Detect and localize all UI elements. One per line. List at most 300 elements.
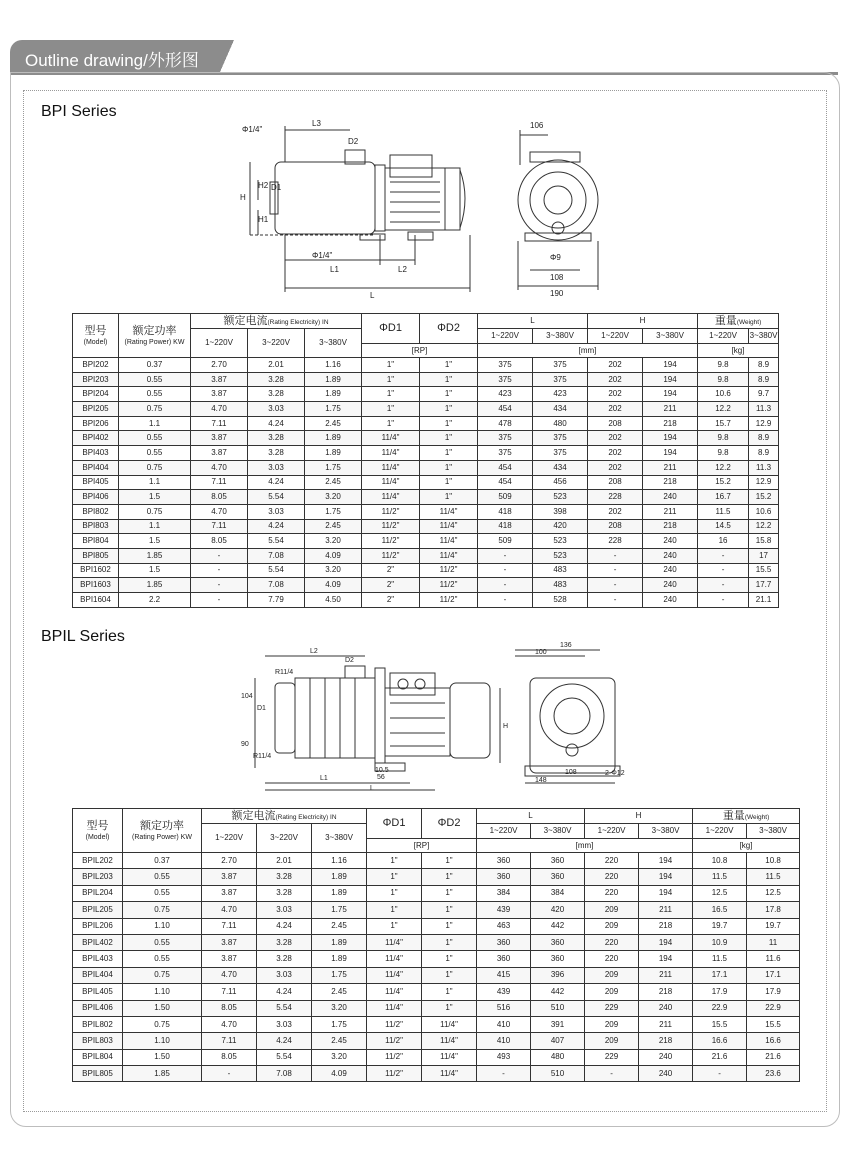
bpil-cell-w-1-220: - bbox=[693, 1066, 747, 1082]
bpil-header-l: L bbox=[477, 809, 585, 824]
bpi-header-d1: ΦD1 bbox=[362, 314, 420, 344]
bpil-cell-d2: 11/4" bbox=[422, 1033, 477, 1049]
bpil-cell-cur-1-220: 3.87 bbox=[202, 951, 257, 967]
bpi-cell-h-3-380: 240 bbox=[643, 563, 698, 578]
bpi-cell-cur-3-220: 4.24 bbox=[248, 475, 305, 490]
bpil-label-r114b: R11/4 bbox=[253, 753, 272, 760]
bpil-header-weight: 重量(Weight) bbox=[693, 809, 800, 824]
bpi-table-row bbox=[73, 578, 779, 593]
bpi-cell-cur-3-380: 1.89 bbox=[305, 387, 362, 402]
bpi-cell-w-1-220: 15.2 bbox=[698, 475, 749, 490]
bpil-cell-l-3-380: 420 bbox=[531, 902, 585, 918]
bpil-label-phi12: 2-Φ12 bbox=[605, 770, 625, 777]
bpi-cell-cur-1-220: 8.05 bbox=[191, 490, 248, 505]
bpil-cell-d1: 1" bbox=[367, 902, 422, 918]
bpi-cell-h-3-380: 218 bbox=[643, 416, 698, 431]
bpil-cell-cur-3-220: 5.54 bbox=[257, 1000, 312, 1016]
bpi-cell-cur-3-220: 5.54 bbox=[248, 534, 305, 549]
bpil-header-model: 型号 (Model) bbox=[73, 809, 123, 853]
bpil-cell-l-3-380: 391 bbox=[531, 1016, 585, 1032]
bpi-cell-h-1-220: 202 bbox=[588, 372, 643, 387]
bpi-cell-d2: 1" bbox=[420, 402, 478, 417]
bpil-cell-h-3-380: 194 bbox=[639, 934, 693, 950]
bpi-table-row bbox=[73, 563, 779, 578]
bpil-cell-w-3-380: 17.1 bbox=[747, 967, 800, 983]
bpi-cell-cur-1-220: 7.11 bbox=[191, 519, 248, 534]
bpil-cell-power: 0.55 bbox=[123, 934, 202, 950]
bpi-cell-w-3-380: 9.7 bbox=[749, 387, 779, 402]
bpi-cell-cur-1-220: 4.70 bbox=[191, 460, 248, 475]
bpil-header-d1: ΦD1 bbox=[367, 809, 422, 839]
bpil-cell-h-3-380: 240 bbox=[639, 1049, 693, 1065]
bpi-cell-h-3-380: 194 bbox=[643, 431, 698, 446]
bpi-motor-end bbox=[445, 168, 460, 230]
bpi-cell-power: 0.75 bbox=[119, 504, 191, 519]
bpil-label-148: 148 bbox=[535, 777, 547, 784]
bpi-pump-body bbox=[275, 162, 375, 234]
bpil-header-v1: 1~220V bbox=[202, 824, 257, 853]
bpi-cell-power: 0.55 bbox=[119, 372, 191, 387]
bpi-cell-w-1-220: 9.8 bbox=[698, 372, 749, 387]
bpil-table-row bbox=[73, 918, 800, 934]
bpi-cell-w-3-380: 15.5 bbox=[749, 563, 779, 578]
bpil-cell-d2: 1" bbox=[422, 853, 477, 869]
bpil-cell-l-1-220: 360 bbox=[477, 853, 531, 869]
bpil-table-row bbox=[73, 951, 800, 967]
bpil-cell-power: 0.75 bbox=[123, 902, 202, 918]
bpil-header-rp: [RP] bbox=[367, 839, 477, 853]
bpi-cell-l-1-220: 418 bbox=[478, 504, 533, 519]
bpi-cell-l-3-380: 523 bbox=[533, 534, 588, 549]
bpil-terminal-box bbox=[390, 673, 435, 695]
bpil-cell-cur-1-220: 3.87 bbox=[202, 885, 257, 901]
bpi-cell-d2: 1" bbox=[420, 416, 478, 431]
bpil-cell-cur-3-220: 3.28 bbox=[257, 934, 312, 950]
bpil-cell-w-1-220: 11.5 bbox=[693, 869, 747, 885]
bpi-cell-cur-3-380: 1.89 bbox=[305, 372, 362, 387]
bpi-cell-d2: 11/2" bbox=[420, 578, 478, 593]
bpil-cell-power: 1.10 bbox=[123, 984, 202, 1000]
bpil-cell-h-3-380: 194 bbox=[639, 869, 693, 885]
bpi-cell-l-1-220: 478 bbox=[478, 416, 533, 431]
bpi-cell-w-1-220: - bbox=[698, 578, 749, 593]
bpi-cell-w-1-220: - bbox=[698, 593, 749, 608]
bpi-cell-w-3-380: 15.8 bbox=[749, 534, 779, 549]
bpi-cell-cur-3-380: 1.75 bbox=[305, 460, 362, 475]
bpil-inlet-head bbox=[275, 683, 295, 753]
bpi-cell-model: BPI1602 bbox=[73, 563, 119, 578]
bpi-cell-l-1-220: 509 bbox=[478, 534, 533, 549]
bpil-cell-w-3-380: 16.6 bbox=[747, 1033, 800, 1049]
bpil-cell-d1: 11/4" bbox=[367, 934, 422, 950]
bpi-table-row bbox=[73, 490, 779, 505]
bpi-cell-w-1-220: 16 bbox=[698, 534, 749, 549]
bpi-cell-l-3-380: 375 bbox=[533, 431, 588, 446]
bpi-cell-l-1-220: 375 bbox=[478, 372, 533, 387]
bpi-header-w2: 3~380V bbox=[749, 329, 779, 344]
bpi-cell-h-3-380: 218 bbox=[643, 519, 698, 534]
bpil-flange bbox=[375, 668, 385, 763]
bpi-cell-model: BPI804 bbox=[73, 534, 119, 549]
bpil-cell-h-3-380: 194 bbox=[639, 951, 693, 967]
bpi-cell-model: BPI1604 bbox=[73, 593, 119, 608]
bpil-label-104: 104 bbox=[241, 693, 253, 700]
bpi-header-model: 型号 (Model) bbox=[73, 314, 119, 358]
bpi-label-phi9: Φ9 bbox=[550, 253, 561, 262]
bpil-cell-cur-3-380: 3.20 bbox=[312, 1000, 367, 1016]
bpi-cell-cur-3-380: 2.45 bbox=[305, 475, 362, 490]
bpil-cell-cur-3-220: 4.24 bbox=[257, 984, 312, 1000]
bpi-table-row bbox=[73, 534, 779, 549]
bpi-cell-cur-3-220: 2.01 bbox=[248, 358, 305, 373]
bpi-cell-w-3-380: 21.1 bbox=[749, 593, 779, 608]
bpil-cell-d1: 11/4" bbox=[367, 1000, 422, 1016]
bpi-cell-h-1-220: 208 bbox=[588, 416, 643, 431]
bpil-cell-w-1-220: 16.6 bbox=[693, 1033, 747, 1049]
bpi-cell-w-1-220: - bbox=[698, 563, 749, 578]
bpil-cell-h-1-220: 229 bbox=[585, 1049, 639, 1065]
bpi-label-l1: L1 bbox=[330, 265, 339, 274]
bpi-cell-cur-3-220: 3.03 bbox=[248, 460, 305, 475]
bpi-cell-w-3-380: 8.9 bbox=[749, 431, 779, 446]
bpil-cell-cur-1-220: - bbox=[202, 1066, 257, 1082]
bpil-cell-w-3-380: 19.7 bbox=[747, 918, 800, 934]
bpi-cell-w-1-220: 16.7 bbox=[698, 490, 749, 505]
bpil-cell-power: 0.55 bbox=[123, 885, 202, 901]
bpil-cell-cur-1-220: 2.70 bbox=[202, 853, 257, 869]
bpi-cell-d2: 1" bbox=[420, 431, 478, 446]
bpil-table-row bbox=[73, 1049, 800, 1065]
bpil-cell-l-3-380: 396 bbox=[531, 967, 585, 983]
bpil-cell-model: BPIL406 bbox=[73, 1000, 123, 1016]
bpil-cell-l-1-220: 415 bbox=[477, 967, 531, 983]
bpil-cell-cur-3-220: 2.01 bbox=[257, 853, 312, 869]
bpil-cell-power: 1.10 bbox=[123, 918, 202, 934]
bpi-cell-w-3-380: 11.3 bbox=[749, 402, 779, 417]
bpil-cell-cur-3-380: 3.20 bbox=[312, 1049, 367, 1065]
bpil-cell-cur-3-220: 4.24 bbox=[257, 1033, 312, 1049]
bpil-cell-w-3-380: 10.8 bbox=[747, 853, 800, 869]
bpi-label-phi-top: Φ1/4" bbox=[242, 125, 263, 134]
bpi-cell-h-3-380: 211 bbox=[643, 460, 698, 475]
bpi-cell-cur-1-220: 7.11 bbox=[191, 416, 248, 431]
bpil-cell-cur-3-220: 4.24 bbox=[257, 918, 312, 934]
bpi-cell-model: BPI405 bbox=[73, 475, 119, 490]
bpil-cell-w-1-220: 21.6 bbox=[693, 1049, 747, 1065]
bpi-header-d2: ΦD2 bbox=[420, 314, 478, 344]
bpil-header-h: H bbox=[585, 809, 693, 824]
bpil-cell-model: BPIL804 bbox=[73, 1049, 123, 1065]
bpil-header-l1: 1~220V bbox=[477, 824, 531, 839]
bpi-header-current: 额定电流(Rating Electricity) IN bbox=[191, 314, 362, 329]
bpi-cell-power: 1.5 bbox=[119, 534, 191, 549]
bpil-cell-cur-3-220: 5.54 bbox=[257, 1049, 312, 1065]
bpi-cell-d1: 1" bbox=[362, 387, 420, 402]
bpil-header-v3: 3~380V bbox=[312, 824, 367, 853]
bpil-cell-cur-3-220: 7.08 bbox=[257, 1066, 312, 1082]
bpil-cell-cur-1-220: 7.11 bbox=[202, 1033, 257, 1049]
bpi-cell-power: 1.5 bbox=[119, 563, 191, 578]
bpil-table-row bbox=[73, 1066, 800, 1082]
bpi-header-kg: [kg] bbox=[698, 344, 779, 358]
bpi-cell-cur-3-220: 5.54 bbox=[248, 490, 305, 505]
bpil-header-mm: [mm] bbox=[477, 839, 693, 853]
bpil-cell-h-1-220: 209 bbox=[585, 984, 639, 1000]
bpil-cell-l-1-220: 493 bbox=[477, 1049, 531, 1065]
bpil-cell-cur-1-220: 4.70 bbox=[202, 1016, 257, 1032]
bpil-cell-model: BPIL206 bbox=[73, 918, 123, 934]
bpi-cell-cur-3-380: 3.20 bbox=[305, 490, 362, 505]
bpi-cell-l-3-380: 375 bbox=[533, 446, 588, 461]
bpil-cell-w-1-220: 10.9 bbox=[693, 934, 747, 950]
bpi-cell-w-3-380: 11.3 bbox=[749, 460, 779, 475]
bpil-cell-power: 1.50 bbox=[123, 1049, 202, 1065]
bpi-cell-d1: 11/2" bbox=[362, 519, 420, 534]
bpi-cell-h-1-220: - bbox=[588, 563, 643, 578]
bpi-cell-h-1-220: 202 bbox=[588, 460, 643, 475]
bpil-cell-d1: 1" bbox=[367, 869, 422, 885]
bpi-cell-cur-1-220: - bbox=[191, 593, 248, 608]
bpil-cell-h-3-380: 211 bbox=[639, 1016, 693, 1032]
bpi-table-row bbox=[73, 446, 779, 461]
bpi-cell-l-1-220: 423 bbox=[478, 387, 533, 402]
bpi-label-106: 106 bbox=[530, 121, 544, 130]
bpi-label-l: L bbox=[370, 291, 375, 300]
bpil-table-row bbox=[73, 1016, 800, 1032]
bpil-cell-d2: 1" bbox=[422, 918, 477, 934]
bpil-cell-h-3-380: 240 bbox=[639, 1066, 693, 1082]
bpi-label-l3: L3 bbox=[312, 119, 321, 128]
bpi-cell-l-1-220: 375 bbox=[478, 446, 533, 461]
bpil-cell-w-3-380: 23.6 bbox=[747, 1066, 800, 1082]
bpi-cell-h-1-220: 208 bbox=[588, 475, 643, 490]
bpi-header-h1: 1~220V bbox=[588, 329, 643, 344]
bpil-cell-model: BPIL404 bbox=[73, 967, 123, 983]
bpil-cell-cur-1-220: 8.05 bbox=[202, 1000, 257, 1016]
bpil-cell-w-3-380: 12.5 bbox=[747, 885, 800, 901]
bpi-cell-w-3-380: 12.2 bbox=[749, 519, 779, 534]
bpi-label-l2: L2 bbox=[398, 265, 407, 274]
bpi-cell-h-1-220: - bbox=[588, 548, 643, 563]
bpil-table-row bbox=[73, 984, 800, 1000]
bpi-cell-power: 0.37 bbox=[119, 358, 191, 373]
bpi-label-h2: H2 bbox=[258, 181, 269, 190]
bpi-cell-l-3-380: 434 bbox=[533, 460, 588, 475]
bpi-table-row bbox=[73, 475, 779, 490]
bpil-label-r114a: R11/4 bbox=[275, 669, 294, 676]
bpil-table-row bbox=[73, 934, 800, 950]
bpil-cell-h-3-380: 218 bbox=[639, 1033, 693, 1049]
bpi-cell-w-1-220: 9.8 bbox=[698, 358, 749, 373]
bpi-cell-l-3-380: 375 bbox=[533, 372, 588, 387]
bpi-cell-d1: 2" bbox=[362, 578, 420, 593]
bpil-cell-h-3-380: 240 bbox=[639, 1000, 693, 1016]
bpi-cell-cur-3-380: 2.45 bbox=[305, 416, 362, 431]
bpi-cell-l-3-380: 398 bbox=[533, 504, 588, 519]
bpi-cell-h-1-220: 202 bbox=[588, 504, 643, 519]
bpil-cell-w-3-380: 17.8 bbox=[747, 902, 800, 918]
bpi-cell-h-1-220: 202 bbox=[588, 446, 643, 461]
bpil-label-90: 90 bbox=[241, 741, 249, 748]
bpil-cell-d2: 1" bbox=[422, 967, 477, 983]
bpil-cell-cur-3-380: 1.75 bbox=[312, 902, 367, 918]
bpil-cell-w-1-220: 11.5 bbox=[693, 951, 747, 967]
bpi-cell-power: 0.55 bbox=[119, 431, 191, 446]
bpil-cell-cur-1-220: 8.05 bbox=[202, 1049, 257, 1065]
bpi-cell-l-1-220: 375 bbox=[478, 431, 533, 446]
bpi-cell-d2: 11/4" bbox=[420, 534, 478, 549]
bpil-cell-l-3-380: 360 bbox=[531, 853, 585, 869]
bpil-cell-l-3-380: 510 bbox=[531, 1000, 585, 1016]
bpil-cell-d1: 1" bbox=[367, 853, 422, 869]
bpi-cell-cur-3-220: 4.24 bbox=[248, 416, 305, 431]
bpi-table-row bbox=[73, 416, 779, 431]
bpi-cell-h-3-380: 240 bbox=[643, 548, 698, 563]
bpi-cell-cur-3-380: 4.50 bbox=[305, 593, 362, 608]
bpi-table-row bbox=[73, 519, 779, 534]
bpi-cell-h-1-220: 228 bbox=[588, 490, 643, 505]
bpil-cell-d2: 1" bbox=[422, 869, 477, 885]
section-title: Outline drawing/外形图 bbox=[25, 51, 199, 70]
bpil-cell-h-1-220: 209 bbox=[585, 967, 639, 983]
bpi-cell-w-3-380: 12.9 bbox=[749, 416, 779, 431]
bpi-cell-model: BPI402 bbox=[73, 431, 119, 446]
bpi-cell-d2: 1" bbox=[420, 490, 478, 505]
bpi-table-row bbox=[73, 358, 779, 373]
bpi-cell-d1: 1" bbox=[362, 358, 420, 373]
bpil-cell-d2: 1" bbox=[422, 934, 477, 950]
bpi-table-row bbox=[73, 593, 779, 608]
bpi-cell-l-3-380: 523 bbox=[533, 548, 588, 563]
bpi-cell-l-1-220: 454 bbox=[478, 402, 533, 417]
bpil-cell-d1: 11/4" bbox=[367, 967, 422, 983]
bpi-cell-h-3-380: 240 bbox=[643, 578, 698, 593]
bpil-label-d2: D2 bbox=[345, 657, 354, 664]
bpi-cell-model: BPI403 bbox=[73, 446, 119, 461]
bpi-cell-model: BPI802 bbox=[73, 504, 119, 519]
bpil-cell-l-1-220: 384 bbox=[477, 885, 531, 901]
bpil-cell-power: 0.55 bbox=[123, 869, 202, 885]
bpil-header-kg: [kg] bbox=[693, 839, 800, 853]
bpi-cell-l-3-380: 434 bbox=[533, 402, 588, 417]
bpi-cell-model: BPI803 bbox=[73, 519, 119, 534]
bpil-cell-l-3-380: 384 bbox=[531, 885, 585, 901]
bpil-cell-cur-3-380: 1.75 bbox=[312, 1016, 367, 1032]
bpi-cell-cur-1-220: - bbox=[191, 578, 248, 593]
bpi-header-l1: 1~220V bbox=[478, 329, 533, 344]
bpil-cell-cur-3-380: 1.89 bbox=[312, 869, 367, 885]
bpil-cell-cur-3-380: 2.45 bbox=[312, 1033, 367, 1049]
bpil-cell-d2: 11/4" bbox=[422, 1016, 477, 1032]
bpil-cell-w-1-220: 17.9 bbox=[693, 984, 747, 1000]
bpi-cell-d2: 1" bbox=[420, 387, 478, 402]
bpi-cell-l-3-380: 483 bbox=[533, 563, 588, 578]
bpi-cell-d1: 1" bbox=[362, 372, 420, 387]
bpi-cell-d2: 11/2" bbox=[420, 593, 478, 608]
bpil-header-h2: 3~380V bbox=[639, 824, 693, 839]
bpil-cell-l-3-380: 442 bbox=[531, 918, 585, 934]
bpi-header-w1: 1~220V bbox=[698, 329, 749, 344]
bpil-table-row bbox=[73, 902, 800, 918]
bpil-cell-cur-1-220: 3.87 bbox=[202, 869, 257, 885]
bpi-cell-d1: 11/4" bbox=[362, 475, 420, 490]
bpi-table-row bbox=[73, 504, 779, 519]
bpil-cell-d1: 1" bbox=[367, 918, 422, 934]
bpil-cell-l-3-380: 360 bbox=[531, 951, 585, 967]
bpi-cell-l-3-380: 483 bbox=[533, 578, 588, 593]
bpil-outline-drawing bbox=[235, 638, 635, 793]
bpil-table-row bbox=[73, 1033, 800, 1049]
bpi-cell-power: 0.55 bbox=[119, 387, 191, 402]
bpil-cell-cur-3-380: 2.45 bbox=[312, 918, 367, 934]
bpil-cell-d1: 11/2" bbox=[367, 1033, 422, 1049]
bpil-label-l: L bbox=[370, 785, 374, 792]
bpi-cell-h-3-380: 194 bbox=[643, 446, 698, 461]
bpi-cell-power: 1.1 bbox=[119, 475, 191, 490]
bpil-end-circle bbox=[540, 684, 604, 748]
bpil-cell-model: BPIL803 bbox=[73, 1033, 123, 1049]
bpi-cell-power: 0.55 bbox=[119, 446, 191, 461]
bpil-cell-h-3-380: 194 bbox=[639, 885, 693, 901]
bpil-header-current: 额定电流(Rating Electricity) IN bbox=[202, 809, 367, 824]
bpi-cell-power: 1.85 bbox=[119, 548, 191, 563]
bpil-cell-l-3-380: 407 bbox=[531, 1033, 585, 1049]
bpi-cell-cur-1-220: 3.87 bbox=[191, 431, 248, 446]
bpi-flange bbox=[375, 165, 385, 231]
bpi-cell-model: BPI205 bbox=[73, 402, 119, 417]
bpi-cell-w-1-220: - bbox=[698, 548, 749, 563]
bpi-cell-d2: 1" bbox=[420, 372, 478, 387]
bpi-cell-h-3-380: 194 bbox=[643, 372, 698, 387]
bpil-cell-l-1-220: 439 bbox=[477, 902, 531, 918]
bpil-cell-cur-3-220: 3.03 bbox=[257, 1016, 312, 1032]
bpil-cell-model: BPIL405 bbox=[73, 984, 123, 1000]
bpil-cell-d1: 11/2" bbox=[367, 1049, 422, 1065]
bpil-cell-model: BPIL805 bbox=[73, 1066, 123, 1082]
bpil-table-row bbox=[73, 869, 800, 885]
bpil-label-h: H bbox=[503, 723, 509, 730]
bpil-cell-h-1-220: 209 bbox=[585, 918, 639, 934]
bpi-cell-w-1-220: 9.8 bbox=[698, 446, 749, 461]
bpi-cell-h-1-220: 202 bbox=[588, 387, 643, 402]
bpil-cell-h-3-380: 218 bbox=[639, 918, 693, 934]
bpil-cell-w-1-220: 19.7 bbox=[693, 918, 747, 934]
bpi-cell-l-3-380: 523 bbox=[533, 490, 588, 505]
bpil-cell-l-1-220: - bbox=[477, 1066, 531, 1082]
bpi-cell-cur-3-220: 7.08 bbox=[248, 548, 305, 563]
bpi-cell-cur-3-380: 1.75 bbox=[305, 504, 362, 519]
bpi-cell-cur-3-220: 5.54 bbox=[248, 563, 305, 578]
bpil-cell-l-1-220: 410 bbox=[477, 1016, 531, 1032]
bpil-cell-model: BPIL203 bbox=[73, 869, 123, 885]
bpil-header-w1: 1~220V bbox=[693, 824, 747, 839]
bpil-cell-h-1-220: 209 bbox=[585, 1033, 639, 1049]
bpil-cell-cur-3-380: 1.89 bbox=[312, 885, 367, 901]
bpil-cell-d1: 1" bbox=[367, 885, 422, 901]
bpi-cell-h-1-220: - bbox=[588, 593, 643, 608]
bpil-table-body bbox=[73, 853, 800, 1082]
bpi-cell-d1: 11/4" bbox=[362, 460, 420, 475]
bpi-cell-h-3-380: 218 bbox=[643, 475, 698, 490]
bpi-header-v2: 3~220V bbox=[248, 329, 305, 358]
bpi-header-power: 额定功率 (Rating Power) KW bbox=[119, 314, 191, 358]
bpil-header-v2: 3~220V bbox=[257, 824, 312, 853]
bpi-cell-model: BPI406 bbox=[73, 490, 119, 505]
bpil-cell-l-1-220: 410 bbox=[477, 1033, 531, 1049]
bpi-cell-w-3-380: 17 bbox=[749, 548, 779, 563]
bpi-cell-h-3-380: 211 bbox=[643, 402, 698, 417]
bpil-label-108: 108 bbox=[565, 769, 577, 776]
